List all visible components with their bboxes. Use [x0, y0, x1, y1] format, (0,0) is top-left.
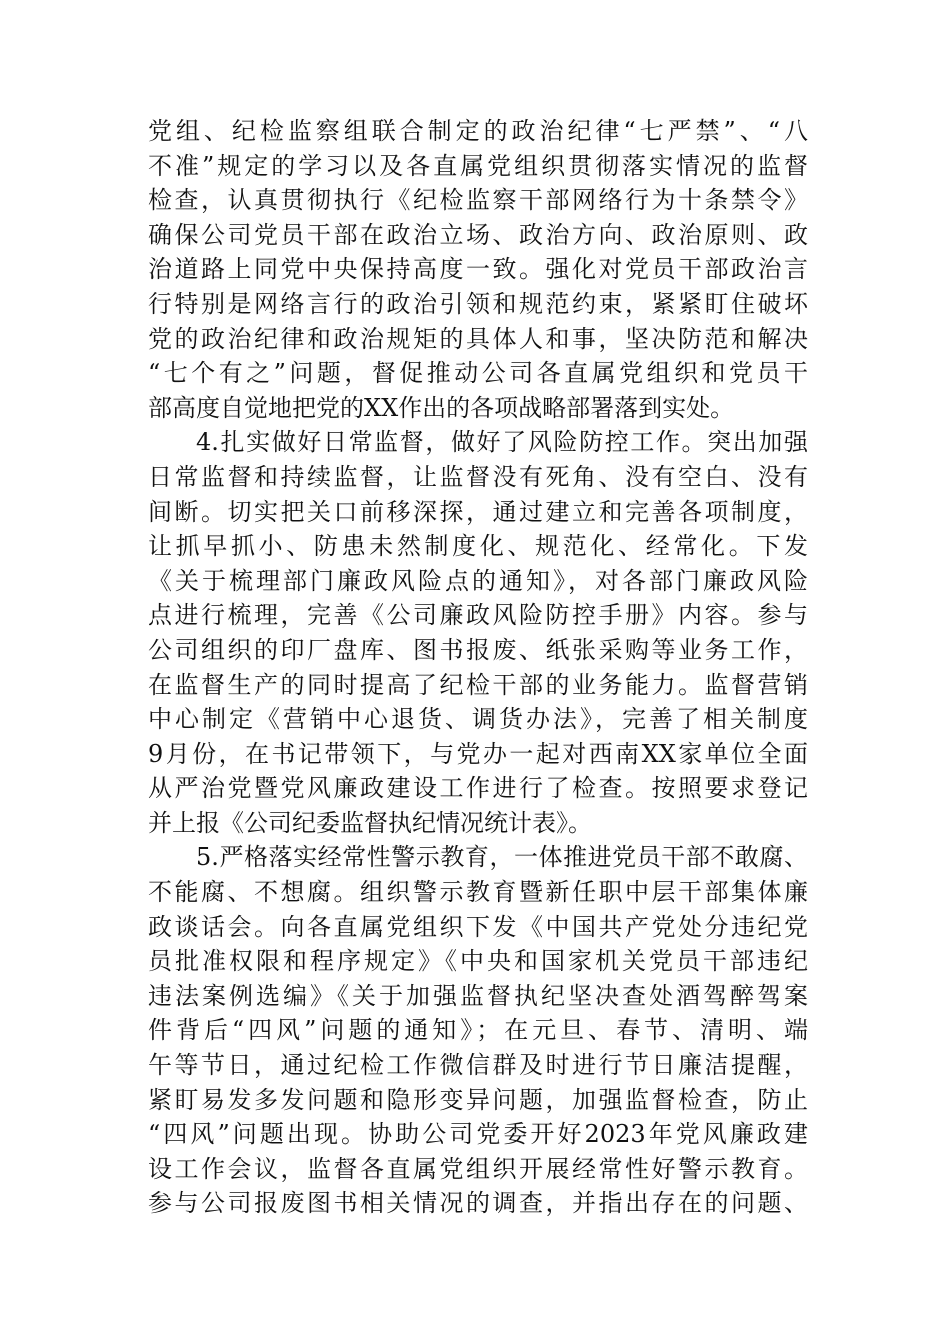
text-line: 日常监督和持续监督，让监督没有死角、没有空白、没有 [148, 462, 808, 491]
text-line: 行特别是网络言行的政治引领和规范约束，紧紧盯住破坏 [148, 289, 808, 318]
text-line: 并上报《公司纪委监督执纪情况统计表》。 [148, 808, 592, 837]
text-line: 员批准权限和程序规定》《中央和国家机关党员干部违纪 [148, 947, 808, 976]
text-line: 治道路上同党中央保持高度一致。强化对党员干部政治言 [148, 255, 808, 284]
text-line: 5.严格落实经常性警示教育，一体推进党员干部不敢腐、 [196, 843, 808, 872]
document-body [148, 114, 808, 1221]
text-line: 紧盯易发多发问题和隐形变异问题，加强监督检查，防止 [148, 1085, 808, 1114]
text-line: 党组、纪检监察组联合制定的政治纪律“七严禁”、“八 [148, 117, 808, 145]
paragraph-item-5 [148, 840, 808, 1221]
text-line: “四风”问题出现。协助公司党委开好2023年党风廉政建 [148, 1120, 808, 1149]
text-line: 4.扎实做好日常监督，做好了风险防控工作。突出加强 [196, 428, 808, 457]
text-line: 9月份，在书记带领下，与党办一起对西南XX家单位全面 [148, 739, 808, 768]
text-line: 公司组织的印厂盘库、图书报废、纸张采购等业务工作， [148, 635, 808, 664]
text-line: 从严治党暨党风廉政建设工作进行了检查。按照要求登记 [148, 774, 808, 803]
text-line: 点进行梳理，完善《公司廉政风险防控手册》内容。参与 [148, 601, 808, 630]
text-line: 不能腐、不想腐。组织警示教育暨新任职中层干部集体廉 [148, 878, 808, 907]
text-line: 中心制定《营销中心退货、调货办法》，完善了相关制度 [148, 705, 808, 734]
text-line: 确保公司党员干部在政治立场、政治方向、政治原则、政 [148, 220, 808, 249]
text-line: 在监督生产的同时提高了纪检干部的业务能力。监督营销 [148, 670, 808, 699]
text-line: 让抓早抓小、防患未然制度化、规范化、经常化。下发 [148, 532, 808, 561]
paragraph-item-4 [148, 425, 808, 840]
text-line: 参与公司报废图书相关情况的调查，并指出存在的问题、 [148, 1189, 808, 1218]
text-line: 间断。切实把关口前移深探，通过建立和完善各项制度， [148, 497, 808, 526]
text-line: 不准”规定的学习以及各直属党组织贯彻落实情况的监督 [148, 151, 808, 180]
text-line: 党的政治纪律和政治规矩的具体人和事，坚决防范和解决 [148, 324, 808, 353]
text-line: 检查，认真贯彻执行《纪检监察干部网络行为十条禁令》 [148, 186, 808, 215]
text-line: 违法案例选编》《关于加强监督执纪坚决查处酒驾醉驾案 [148, 981, 808, 1010]
text-line: 件背后“四风”问题的通知》；在元旦、春节、清明、端 [148, 1016, 808, 1045]
text-line: 《关于梳理部门廉政风险点的通知》，对各部门廉政风险 [148, 566, 808, 595]
paragraph-continued [148, 114, 808, 425]
text-line: 政谈话会。向各直属党组织下发《中国共产党处分违纪党 [148, 912, 808, 941]
text-line: “七个有之”问题，督促推动公司各直属党组织和党员干 [148, 359, 808, 388]
text-line: 午等节日，通过纪检工作微信群及时进行节日廉洁提醒， [148, 1051, 808, 1080]
text-line: 设工作会议，监督各直属党组织开展经常性好警示教育。 [148, 1154, 808, 1183]
text-line: 部高度自觉地把党的XX作出的各项战略部署落到实处。 [148, 393, 735, 422]
